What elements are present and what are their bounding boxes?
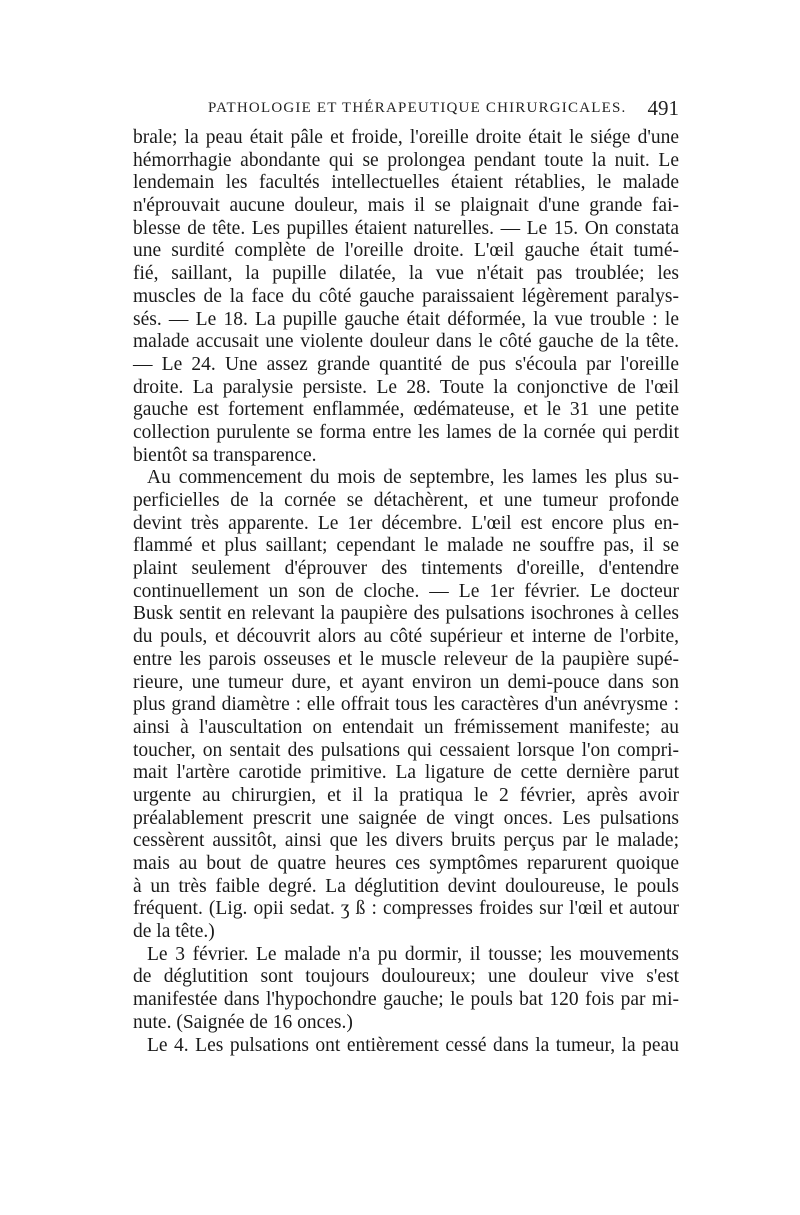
text-line: blesse de tête. Les pupilles étaient naturelles. — Le 15. On constata bbox=[133, 217, 679, 239]
text-line: rieure, une tumeur dure, et ayant environ un demi-pouce dans son bbox=[133, 671, 679, 693]
text-line: collection purulente se forma entre les lames de la cornée qui perdit bbox=[133, 421, 679, 443]
text-line: bientôt sa transparence. bbox=[133, 444, 317, 466]
text-line: n'éprouvait aucune douleur, mais il se plaignait d'une grande fai- bbox=[133, 195, 679, 217]
text-line: Busk sentit en relevant la paupière des pulsations isochrones à celles bbox=[133, 603, 679, 625]
text-line: Au commencement du mois de septembre, les lames les plus su- bbox=[147, 467, 679, 489]
text-line: fié, saillant, la pupille dilatée, la vue n'était pas troublée; les bbox=[133, 263, 679, 285]
running-title: PATHOLOGIE ET THÉRAPEUTIQUE CHIRURGICALES. bbox=[208, 100, 627, 116]
body-text bbox=[133, 127, 679, 1057]
text-line: urgente au chirurgien, et il la pratiqua le 2 février, après avoir bbox=[133, 784, 679, 806]
text-line: lendemain les facultés intellectuelles étaient rétablies, le malade bbox=[133, 172, 679, 194]
text-line: brale; la peau était pâle et froide, l'oreille droite était le siége d'une bbox=[133, 127, 679, 148]
text-line: perficielles de la cornée se détachèrent, et une tumeur profonde bbox=[133, 490, 679, 511]
text-line: cessèrent aussitôt, ainsi que les divers bruits perçus par le malade; bbox=[133, 830, 679, 852]
text-line: continuellement un son de cloche. — Le 1er février. Le docteur bbox=[133, 580, 679, 602]
text-line: à un très faible degré. La déglutition devint douloureuse, le pouls bbox=[133, 875, 679, 897]
text-line: une surdité complète de l'oreille droite. L'œil gauche était tumé- bbox=[133, 240, 679, 262]
text-line: malade accusait une violente douleur dans le côté gauche de la tête. bbox=[133, 331, 679, 353]
text-line: manifestée dans l'hypochondre gauche; le pouls bat 120 fois par mi- bbox=[133, 989, 679, 1011]
text-line: gauche est fortement enflammée, œdémateuse, et le 31 une petite bbox=[133, 399, 679, 421]
text-line: préalablement prescrit une saignée de vingt onces. Les pulsations bbox=[133, 807, 679, 829]
page-header bbox=[133, 96, 679, 124]
text-line: nute. (Saignée de 16 onces.) bbox=[133, 1011, 353, 1033]
text-line: toucher, on sentait des pulsations qui cessaient lorsque l'on compri- bbox=[133, 739, 679, 761]
text-line: devint très apparente. Le 1er décembre. L'œil est encore plus en- bbox=[133, 512, 679, 534]
text-line: muscles de la face du côté gauche paraissaient légèrement paralys- bbox=[133, 285, 679, 307]
text-line: fréquent. (Lig. opii sedat. ʒ ß : compresses froides sur l'œil et autour bbox=[133, 898, 679, 920]
text-line: hémorrhagie abondante qui se prolongea pendant toute la nuit. Le bbox=[133, 149, 679, 171]
text-line: Le 4. Les pulsations ont entièrement cessé dans la tumeur, la peau bbox=[147, 1034, 679, 1056]
text-line: mais au bout de quatre heures ces symptômes reparurent quoique bbox=[133, 853, 679, 874]
text-line: de déglutition sont toujours douloureux; une douleur vive s'est bbox=[133, 966, 679, 988]
text-line: ainsi à l'auscultation on entendait un frémissement manifeste; au bbox=[133, 716, 679, 738]
text-line: droite. La paralysie persiste. Le 28. Toute la conjonctive de l'œil bbox=[133, 376, 679, 398]
text-line: du pouls, et découvrit alors au côté supérieur et interne de l'orbite, bbox=[133, 626, 679, 648]
text-line: mait l'artère carotide primitive. La ligature de cette dernière parut bbox=[133, 762, 679, 784]
text-line: plaint seulement d'éprouver des tintements d'oreille, d'entendre bbox=[133, 558, 679, 580]
page-number: 491 bbox=[647, 96, 679, 120]
text-line: sés. — Le 18. La pupille gauche était déformée, la vue trouble : le bbox=[133, 308, 679, 330]
text-line: plus grand diamètre : elle offrait tous les caractères d'un anévrysme : bbox=[133, 694, 679, 716]
text-line: de la tête.) bbox=[133, 921, 215, 943]
text-line: entre les parois osseuses et le muscle releveur de la paupière supé- bbox=[133, 648, 679, 670]
text-line: flammé et plus saillant; cependant le malade ne souffre pas, il se bbox=[133, 535, 679, 557]
text-line: Le 3 février. Le malade n'a pu dormir, il tousse; les mouvements bbox=[147, 943, 679, 965]
text-line: — Le 24. Une assez grande quantité de pus s'écoula par l'oreille bbox=[133, 353, 679, 375]
